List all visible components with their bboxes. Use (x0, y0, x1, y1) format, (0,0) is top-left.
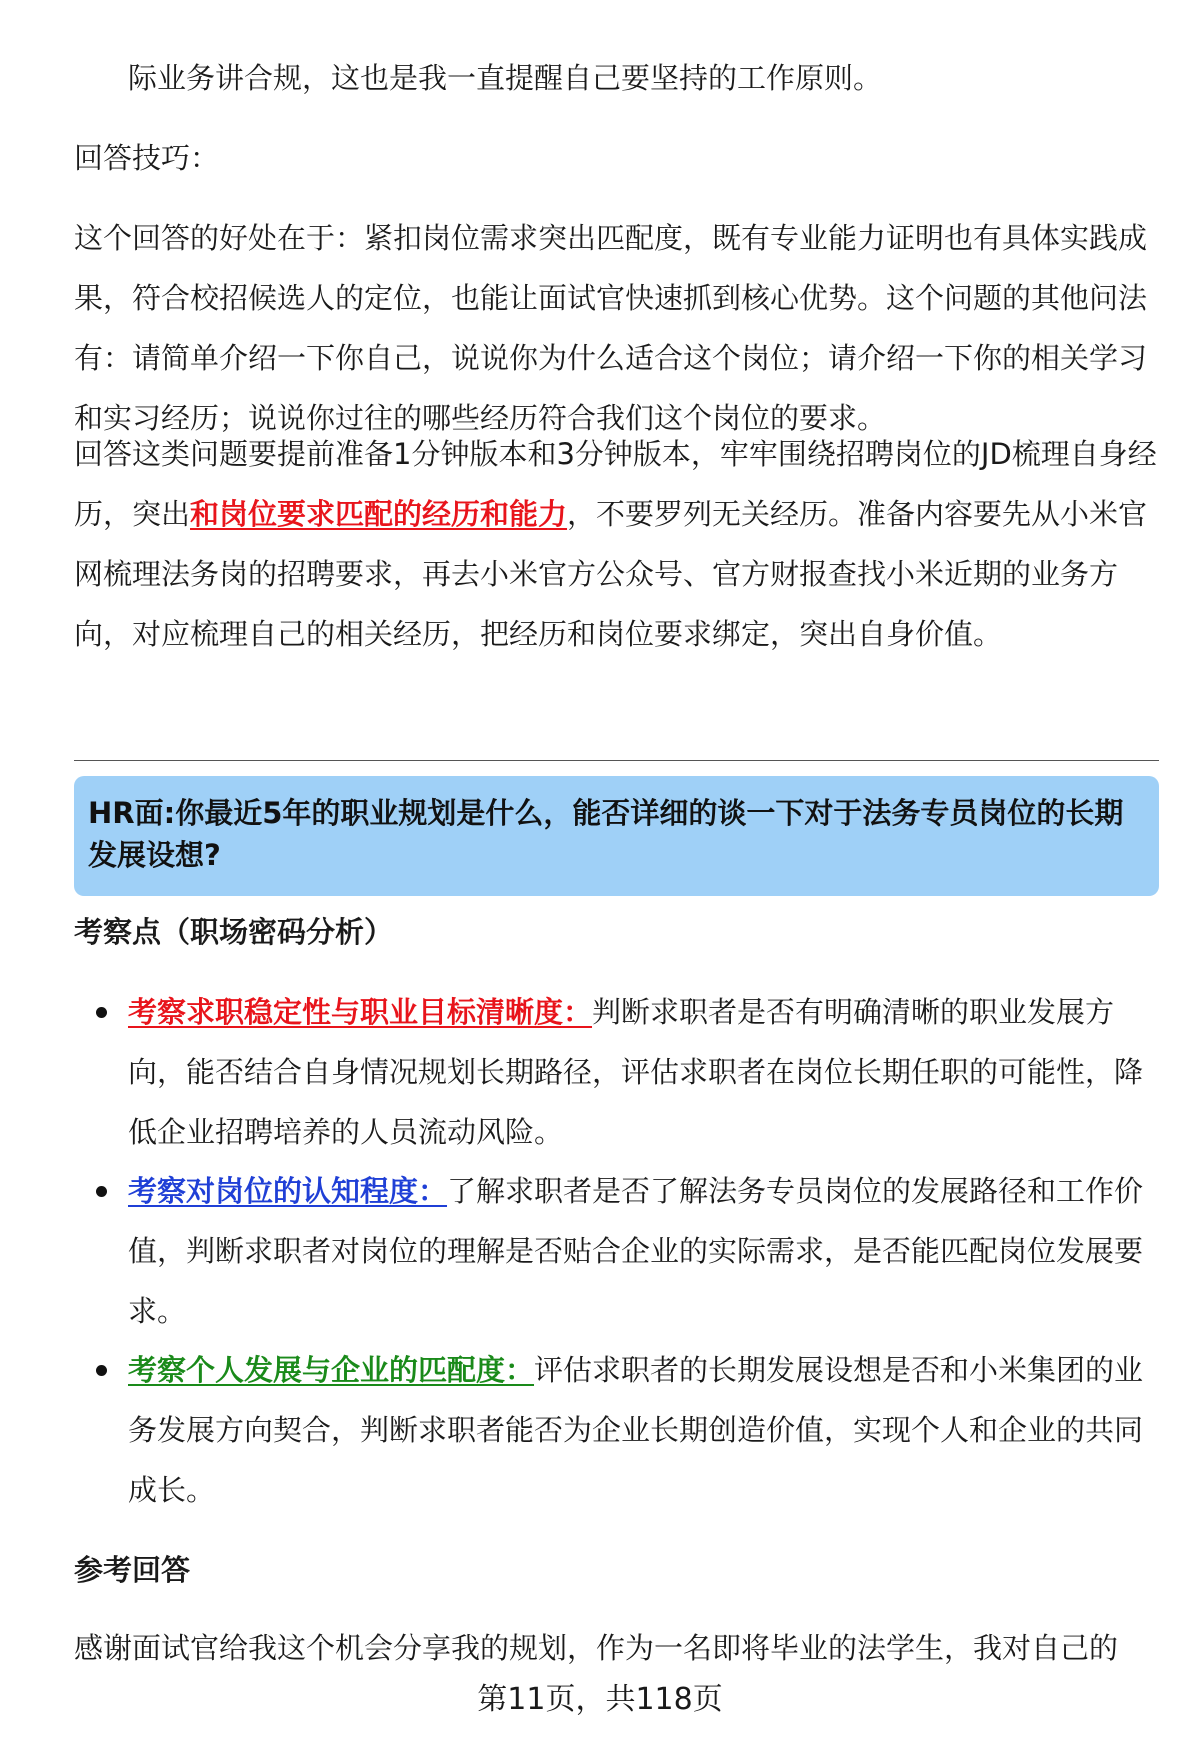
analysis-item-3-text (128, 1340, 1158, 1520)
analysis-item-2-title: 考察对岗位的认知程度： (128, 1174, 448, 1208)
bullet-dot-icon (96, 1007, 107, 1018)
analysis-item-2-body: 了解求职者是否了解法务专员岗位的发展路径和工作价值，判断求职者对岗位的理解是否贴合企业的实际需求，是否能匹配岗位发展要求。 (128, 1174, 1144, 1328)
section-divider (74, 760, 1159, 761)
bullet-dot-icon (96, 1186, 107, 1197)
tips-paragraph-1: 这个回答的好处在于：紧扣岗位需求突出匹配度，既有专业能力证明也有具体实践成果，符合校招候选人的定位，也能让面试官快速抓到核心优势。这个问题的其他问法有：请简单介绍一下你自己，说说你为什么适合这个岗位；请介绍一下你的相关学习和实习经历；说说你过往的哪些经历符合我们这个岗位的要求。 (74, 221, 1148, 435)
tips-label: 回答技巧： (74, 141, 220, 175)
question-callout (74, 776, 1159, 896)
tips-p2-before: 回答这类问题要提前准备1分钟版本和3分钟版本，牢牢围绕招聘岗位的JD梳理自身经历，突出 (74, 437, 1157, 531)
tips-p2-after: ，不要罗列无关经历。准备内容要先从小米官网梳理法务岗的招聘要求，再去小米官方公众号、官方财报查找小米近期的业务方向，对应梳理自己的相关经历，把经历和岗位要求绑定，突出自身价值。 (74, 497, 1148, 651)
bullet-dot-icon (96, 1365, 107, 1376)
page-number: 第11页，共118页 (477, 1682, 723, 1717)
analysis-item-3-body: 评估求职者的长期发展设想是否和小米集团的业务发展方向契合，判断求职者能否为企业长期创造价值，实现个人和企业的共同成长。 (128, 1353, 1144, 1507)
analysis-heading: 考察点（职场密码分析） (74, 915, 394, 949)
analysis-item-1-title: 考察求职稳定性与职业目标清晰度： (128, 995, 593, 1029)
tips-p2-highlight: 和岗位要求匹配的经历和能力 (190, 497, 568, 531)
analysis-item-1-body: 判断求职者是否有明确清晰的职业发展方向，能否结合自身情况规划长期路径，评估求职者在岗位长期任职的可能性，降低企业招聘培养的人员流动风险。 (128, 995, 1144, 1149)
analysis-item-3-title: 考察个人发展与企业的匹配度： (128, 1353, 535, 1387)
reference-text: 感谢面试官给我这个机会分享我的规划，作为一名即将毕业的法学生，我对自己的 (74, 1631, 1119, 1665)
analysis-item-1-text (128, 982, 1158, 1162)
analysis-item-2-text (128, 1161, 1158, 1341)
reference-heading: 参考回答 (74, 1553, 191, 1587)
tips-paragraph-2 (74, 424, 1159, 664)
question-text: HR面:你最近5年的职业规划是什么，能否详细的谈一下对于法务专员岗位的长期发展设想? (88, 796, 1124, 872)
intro-tail-line: 际业务讲合规，这也是我一直提醒自己要坚持的工作原则。 (128, 61, 883, 95)
